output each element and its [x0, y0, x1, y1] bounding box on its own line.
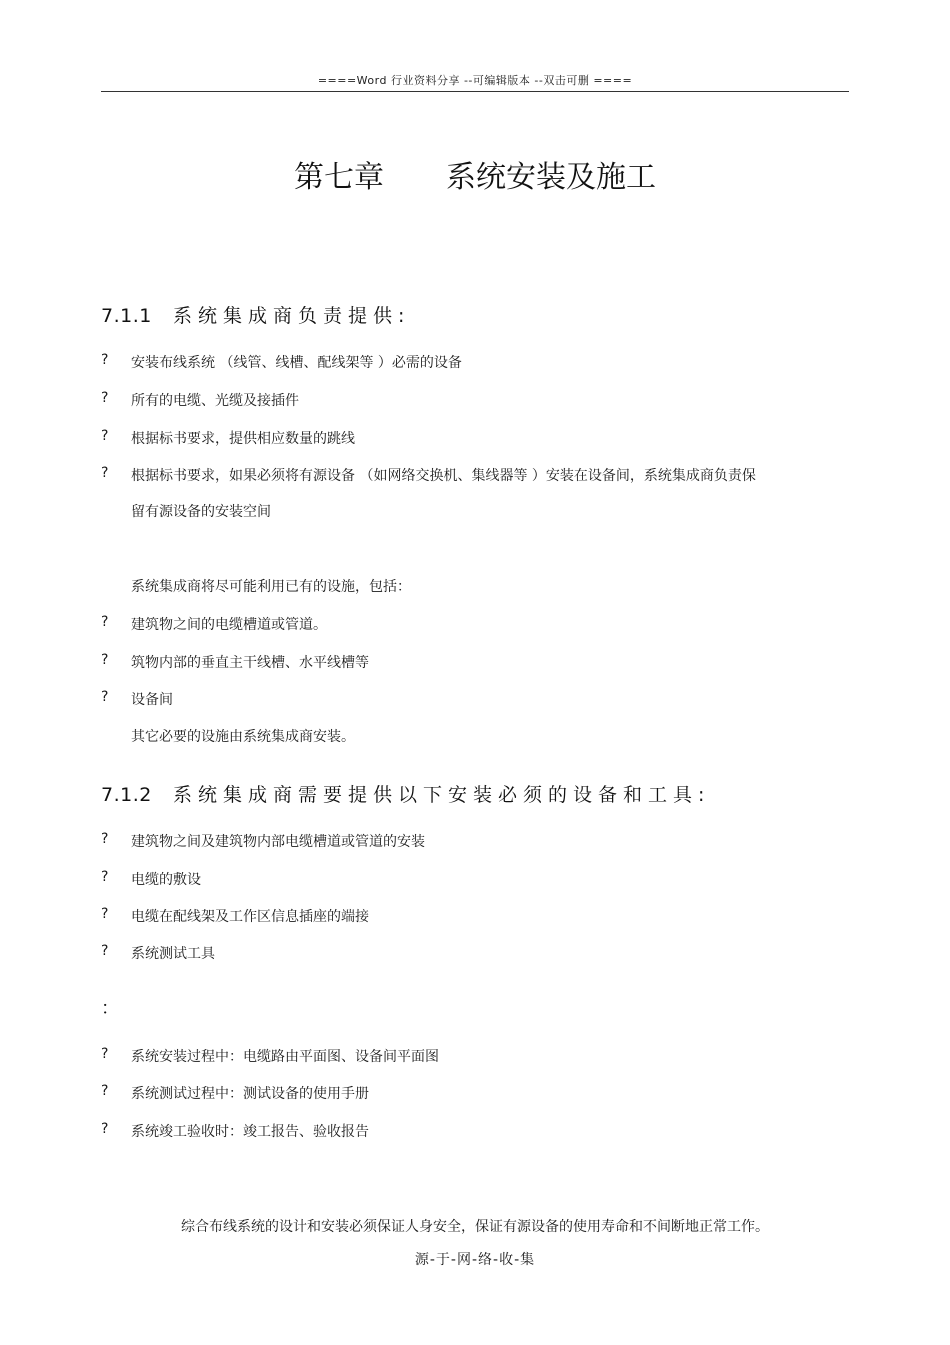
- header-rule: [101, 91, 849, 92]
- section-heading-7-1-2: [101, 780, 710, 807]
- list-item-text: 电缆的敷设: [131, 872, 201, 888]
- bullet-mark: ?: [101, 465, 109, 481]
- footer-note: 综合布线系统的设计和安装必须保证人身安全，保证有源设备的使用寿命和不间断地正常工作。: [181, 1219, 769, 1235]
- list-item-text: 设备间: [131, 692, 173, 708]
- section-number: 7.1.1: [101, 305, 152, 327]
- list-item-text: 电缆在配线架及工作区信息插座的端接: [131, 909, 369, 925]
- bullet-mark: ?: [101, 831, 109, 847]
- list-item-text: 系统竣工验收时：竣工报告、验收报告: [131, 1124, 369, 1140]
- page-header: ====Word 行业资料分享 --可编辑版本 --双击可删 ====: [317, 74, 633, 87]
- chapter-title: [0, 152, 950, 196]
- bullet-mark: ?: [101, 1121, 109, 1137]
- bullet-mark: ?: [101, 614, 109, 630]
- list-item-text: 安装布线系统 （线管、线槽、配线架等 ）必需的设备: [131, 355, 462, 371]
- facilities-intro: 系统集成商将尽可能利用已有的设施，包括：: [131, 579, 411, 595]
- chapter-number: 第七章: [294, 160, 384, 195]
- list-item-text: 根据标书要求，如果必须将有源设备 （如网络交换机、集线器等 ）安装在设备间，系统集成商负责保: [131, 468, 756, 484]
- list-item-text: 根据标书要求，提供相应数量的跳线: [131, 431, 355, 447]
- section-title: 系统集成商需要提供以下安装必须的设备和工具:: [173, 784, 711, 806]
- bullet-mark: ?: [101, 652, 109, 668]
- list-item-text: 系统测试工具: [131, 946, 215, 962]
- facilities-note: 其它必要的设施由系统集成商安装。: [131, 729, 355, 745]
- list-item-text: 建筑物之间及建筑物内部电缆槽道或管道的安装: [131, 834, 425, 850]
- list-item-text: 系统安装过程中：电缆路由平面图、设备间平面图: [131, 1049, 439, 1065]
- bullet-mark: ?: [101, 1083, 109, 1099]
- bullet-mark: ?: [101, 869, 109, 885]
- list-item-text: 建筑物之间的电缆槽道或管道。: [131, 617, 327, 633]
- bullet-mark: ?: [101, 943, 109, 959]
- list-item-text: 所有的电缆、光缆及接插件: [131, 393, 299, 409]
- list-item-text: 筑物内部的垂直主干线槽、水平线槽等: [131, 655, 369, 671]
- list-item-text: 系统测试过程中：测试设备的使用手册: [131, 1086, 369, 1102]
- standalone-colon: ：: [101, 998, 119, 1019]
- bullet-mark: ?: [101, 906, 109, 922]
- bullet-mark: ?: [101, 1046, 109, 1062]
- chapter-name: 系统安装及施工: [446, 160, 656, 195]
- bullet-mark: ?: [101, 390, 109, 406]
- bullet-mark: ?: [101, 689, 109, 705]
- list-item-continuation: 留有源设备的安装空间: [131, 504, 271, 520]
- section-title: 系统集成商负责提供:: [173, 305, 411, 327]
- section-number: 7.1.2: [101, 784, 152, 806]
- bullet-mark: ?: [101, 352, 109, 368]
- bullet-mark: ?: [101, 428, 109, 444]
- footer-source: 源-于-网-络-收-集: [414, 1252, 536, 1268]
- section-heading-7-1-1: [101, 301, 410, 328]
